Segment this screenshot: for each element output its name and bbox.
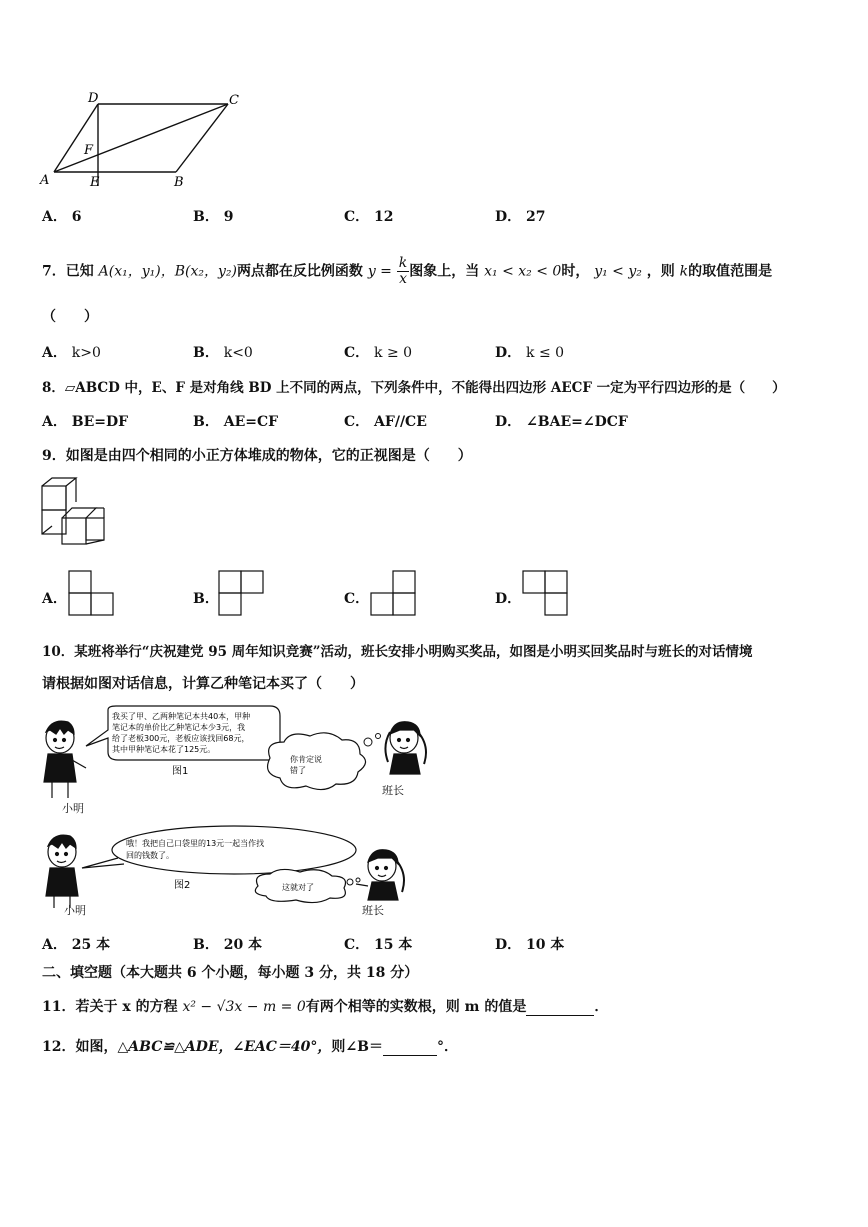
section-title: 二、填空题（本大题共 6 个小题，每小题 3 分，共 18 分） <box>42 965 419 981</box>
girl-icon <box>385 722 426 774</box>
q8-option-d[interactable] <box>495 411 628 431</box>
q8-stem: 8．▱ABCD 中，E、F 是对角线 BD 上不同的两点，下列条件中，不能得出四边形 AECF 一定为平行四边形的是（ ） <box>42 380 786 396</box>
bubble2-line2: 回的钱数了。 <box>126 851 174 860</box>
q11-pre: 11．若关于 x 的方程 <box>42 999 178 1015</box>
option-letter: A． <box>42 345 67 361</box>
q8-option-b[interactable] <box>193 411 278 431</box>
option-text: k ≥ 0 <box>374 345 413 361</box>
q7-tail: ，则 <box>646 263 675 280</box>
q7-fraction-denominator: x <box>399 271 407 287</box>
label-b: B <box>174 175 184 190</box>
reply1-line1: 你肯定说 <box>290 755 322 764</box>
q8-option-c[interactable] <box>344 411 427 431</box>
option-text: k<0 <box>223 345 253 361</box>
q7-option-c[interactable] <box>344 342 412 362</box>
q9-option-d-shape <box>522 570 570 618</box>
bubble1-line1: 我买了甲、乙两种笔记本共40本，甲种 <box>112 712 251 721</box>
option-letter: C． <box>344 937 370 953</box>
q7-mid2: 图象上，当 <box>409 263 480 280</box>
q12-end: °． <box>437 1039 458 1055</box>
q10-stem-line2: 请根据如图对话信息，计算乙种笔记本买了（ ） <box>42 676 364 692</box>
option-text: 12 <box>374 209 394 225</box>
q10-stem-line1: 10．某班将举行“庆祝建党 95 周年知识竞赛”活动，班长安排小明购买奖品，如图是小明买回奖品时与班长的对话情境 <box>42 644 753 660</box>
option-letter: C． <box>344 345 370 361</box>
q10-option-b[interactable] <box>193 934 262 954</box>
q11-post: 有两个相等的实数根，则 m 的值是 <box>305 999 527 1015</box>
q11-answer-blank[interactable] <box>526 1001 594 1016</box>
q6-option-d[interactable] <box>495 206 546 226</box>
q7-paren: （ ） <box>42 309 98 325</box>
fig2-caption: 图2 <box>174 880 191 891</box>
girl-icon <box>356 850 404 900</box>
fig2-name-ming: 小明 <box>64 904 86 917</box>
q7-func-lhs: y = <box>367 263 392 280</box>
option-letter: B． <box>193 209 219 225</box>
option-letter: B． <box>193 937 219 953</box>
bubble1-line2: 笔记本的单价比乙种笔记本少3元，我 <box>112 723 246 732</box>
option-text: 27 <box>526 209 546 225</box>
q7-points: A(x₁，y₁)，B(x₂，y₂) <box>98 263 237 280</box>
boy-icon <box>44 721 86 798</box>
label-c: C <box>229 93 239 108</box>
q11-end: ． <box>594 999 609 1015</box>
q11-stem <box>42 996 608 1016</box>
option-text: 6 <box>71 209 82 225</box>
q6-option-c[interactable] <box>344 206 394 226</box>
parallelogram-figure <box>36 88 256 198</box>
q10-option-a[interactable] <box>42 934 110 954</box>
q9-option-a[interactable] <box>42 588 67 608</box>
q9-option-c-shape <box>370 570 418 618</box>
fig2-name-leader: 班长 <box>362 904 384 917</box>
dialogue-figure-1 <box>38 702 438 822</box>
q7-option-d[interactable] <box>495 342 564 362</box>
q7-number: 7． <box>42 263 66 280</box>
option-letter: A． <box>42 414 67 430</box>
option-letter: B． <box>193 345 219 361</box>
option-letter: C． <box>344 591 370 607</box>
bubble1-line3: 给了老板300元，老板应该找回68元， <box>112 734 250 743</box>
option-text: 20 本 <box>223 937 263 953</box>
q7-cond1: x₁ < x₂ < 0 <box>484 263 562 280</box>
q12-stem <box>42 1036 458 1056</box>
option-letter: B． <box>193 414 219 430</box>
option-text: AF//CE <box>374 414 427 430</box>
option-letter: D． <box>495 209 522 225</box>
option-text: 9 <box>223 209 234 225</box>
q7-option-b[interactable] <box>193 342 253 362</box>
q7-option-a[interactable] <box>42 342 101 362</box>
option-letter: D． <box>495 591 522 607</box>
q6-option-b[interactable] <box>193 206 233 226</box>
q7-mid: 两点都在反比例函数 <box>236 263 363 280</box>
label-f: F <box>84 143 94 158</box>
q12-answer-blank[interactable] <box>383 1041 437 1056</box>
label-a: A <box>40 173 50 188</box>
option-letter: C． <box>344 209 370 225</box>
q7-mid3: 时， <box>561 263 590 280</box>
q12-pre: 12．如图， <box>42 1039 118 1055</box>
q9-option-b-shape <box>218 570 266 618</box>
option-letter: C． <box>344 414 370 430</box>
q7-pre: 已知 <box>65 263 94 280</box>
option-text: k ≤ 0 <box>526 345 565 361</box>
reply2-text: 这就对了 <box>282 883 314 892</box>
q7-stem <box>42 256 772 287</box>
q9-option-a-shape <box>68 570 116 618</box>
cube-stack-figure <box>40 476 110 551</box>
q8-option-a[interactable] <box>42 411 128 431</box>
q9-option-b[interactable] <box>193 588 219 608</box>
option-letter: A． <box>42 591 67 607</box>
fig1-caption: 图1 <box>172 766 189 777</box>
q7-fraction <box>397 256 409 287</box>
label-e: E <box>90 175 100 190</box>
option-letter: A． <box>42 937 67 953</box>
reply1-line2: 错了 <box>290 766 306 775</box>
q12-congruence: △ABC≌△ADE，∠EAC＝40°， <box>117 1039 332 1055</box>
option-text: ∠BAE=∠DCF <box>526 414 628 430</box>
option-text: 15 本 <box>374 937 413 953</box>
fig1-name-leader: 班长 <box>382 784 404 797</box>
q6-option-a[interactable] <box>42 206 82 226</box>
option-text: BE=DF <box>71 414 129 430</box>
label-d: D <box>88 91 99 106</box>
q9-stem: 9．如图是由四个相同的小正方体堆成的物体，它的正视图是（ ） <box>42 448 472 464</box>
q7-k: k <box>679 263 689 280</box>
option-letter: D． <box>495 345 522 361</box>
option-text: 25 本 <box>71 937 111 953</box>
q9-option-c[interactable] <box>344 588 369 608</box>
q10-option-d[interactable] <box>495 934 564 954</box>
option-letter: D． <box>495 414 522 430</box>
q7-fraction-numerator: k <box>398 255 408 271</box>
q9-option-d[interactable] <box>495 588 521 608</box>
option-text: AE=CF <box>223 414 279 430</box>
bubble2-line1: 哦！我把自己口袋里的13元一起当作找 <box>126 839 265 848</box>
q7-cond2: y₁ < y₂ <box>594 263 642 280</box>
q12-post: 则∠B＝ <box>331 1039 383 1055</box>
q10-option-c[interactable] <box>344 934 412 954</box>
option-text: k>0 <box>71 345 101 361</box>
boy-icon <box>46 835 78 908</box>
option-letter: B． <box>193 591 219 607</box>
fig1-name-ming: 小明 <box>62 802 84 815</box>
option-letter: A． <box>42 209 67 225</box>
option-letter: D． <box>495 937 522 953</box>
bubble1-line4: 其中甲种笔记本花了125元。 <box>112 745 216 754</box>
option-text: 10 本 <box>526 937 565 953</box>
q7-tail2: 的取值范围是 <box>688 263 773 280</box>
q11-equation: x² − √3x − m = 0 <box>182 999 306 1015</box>
